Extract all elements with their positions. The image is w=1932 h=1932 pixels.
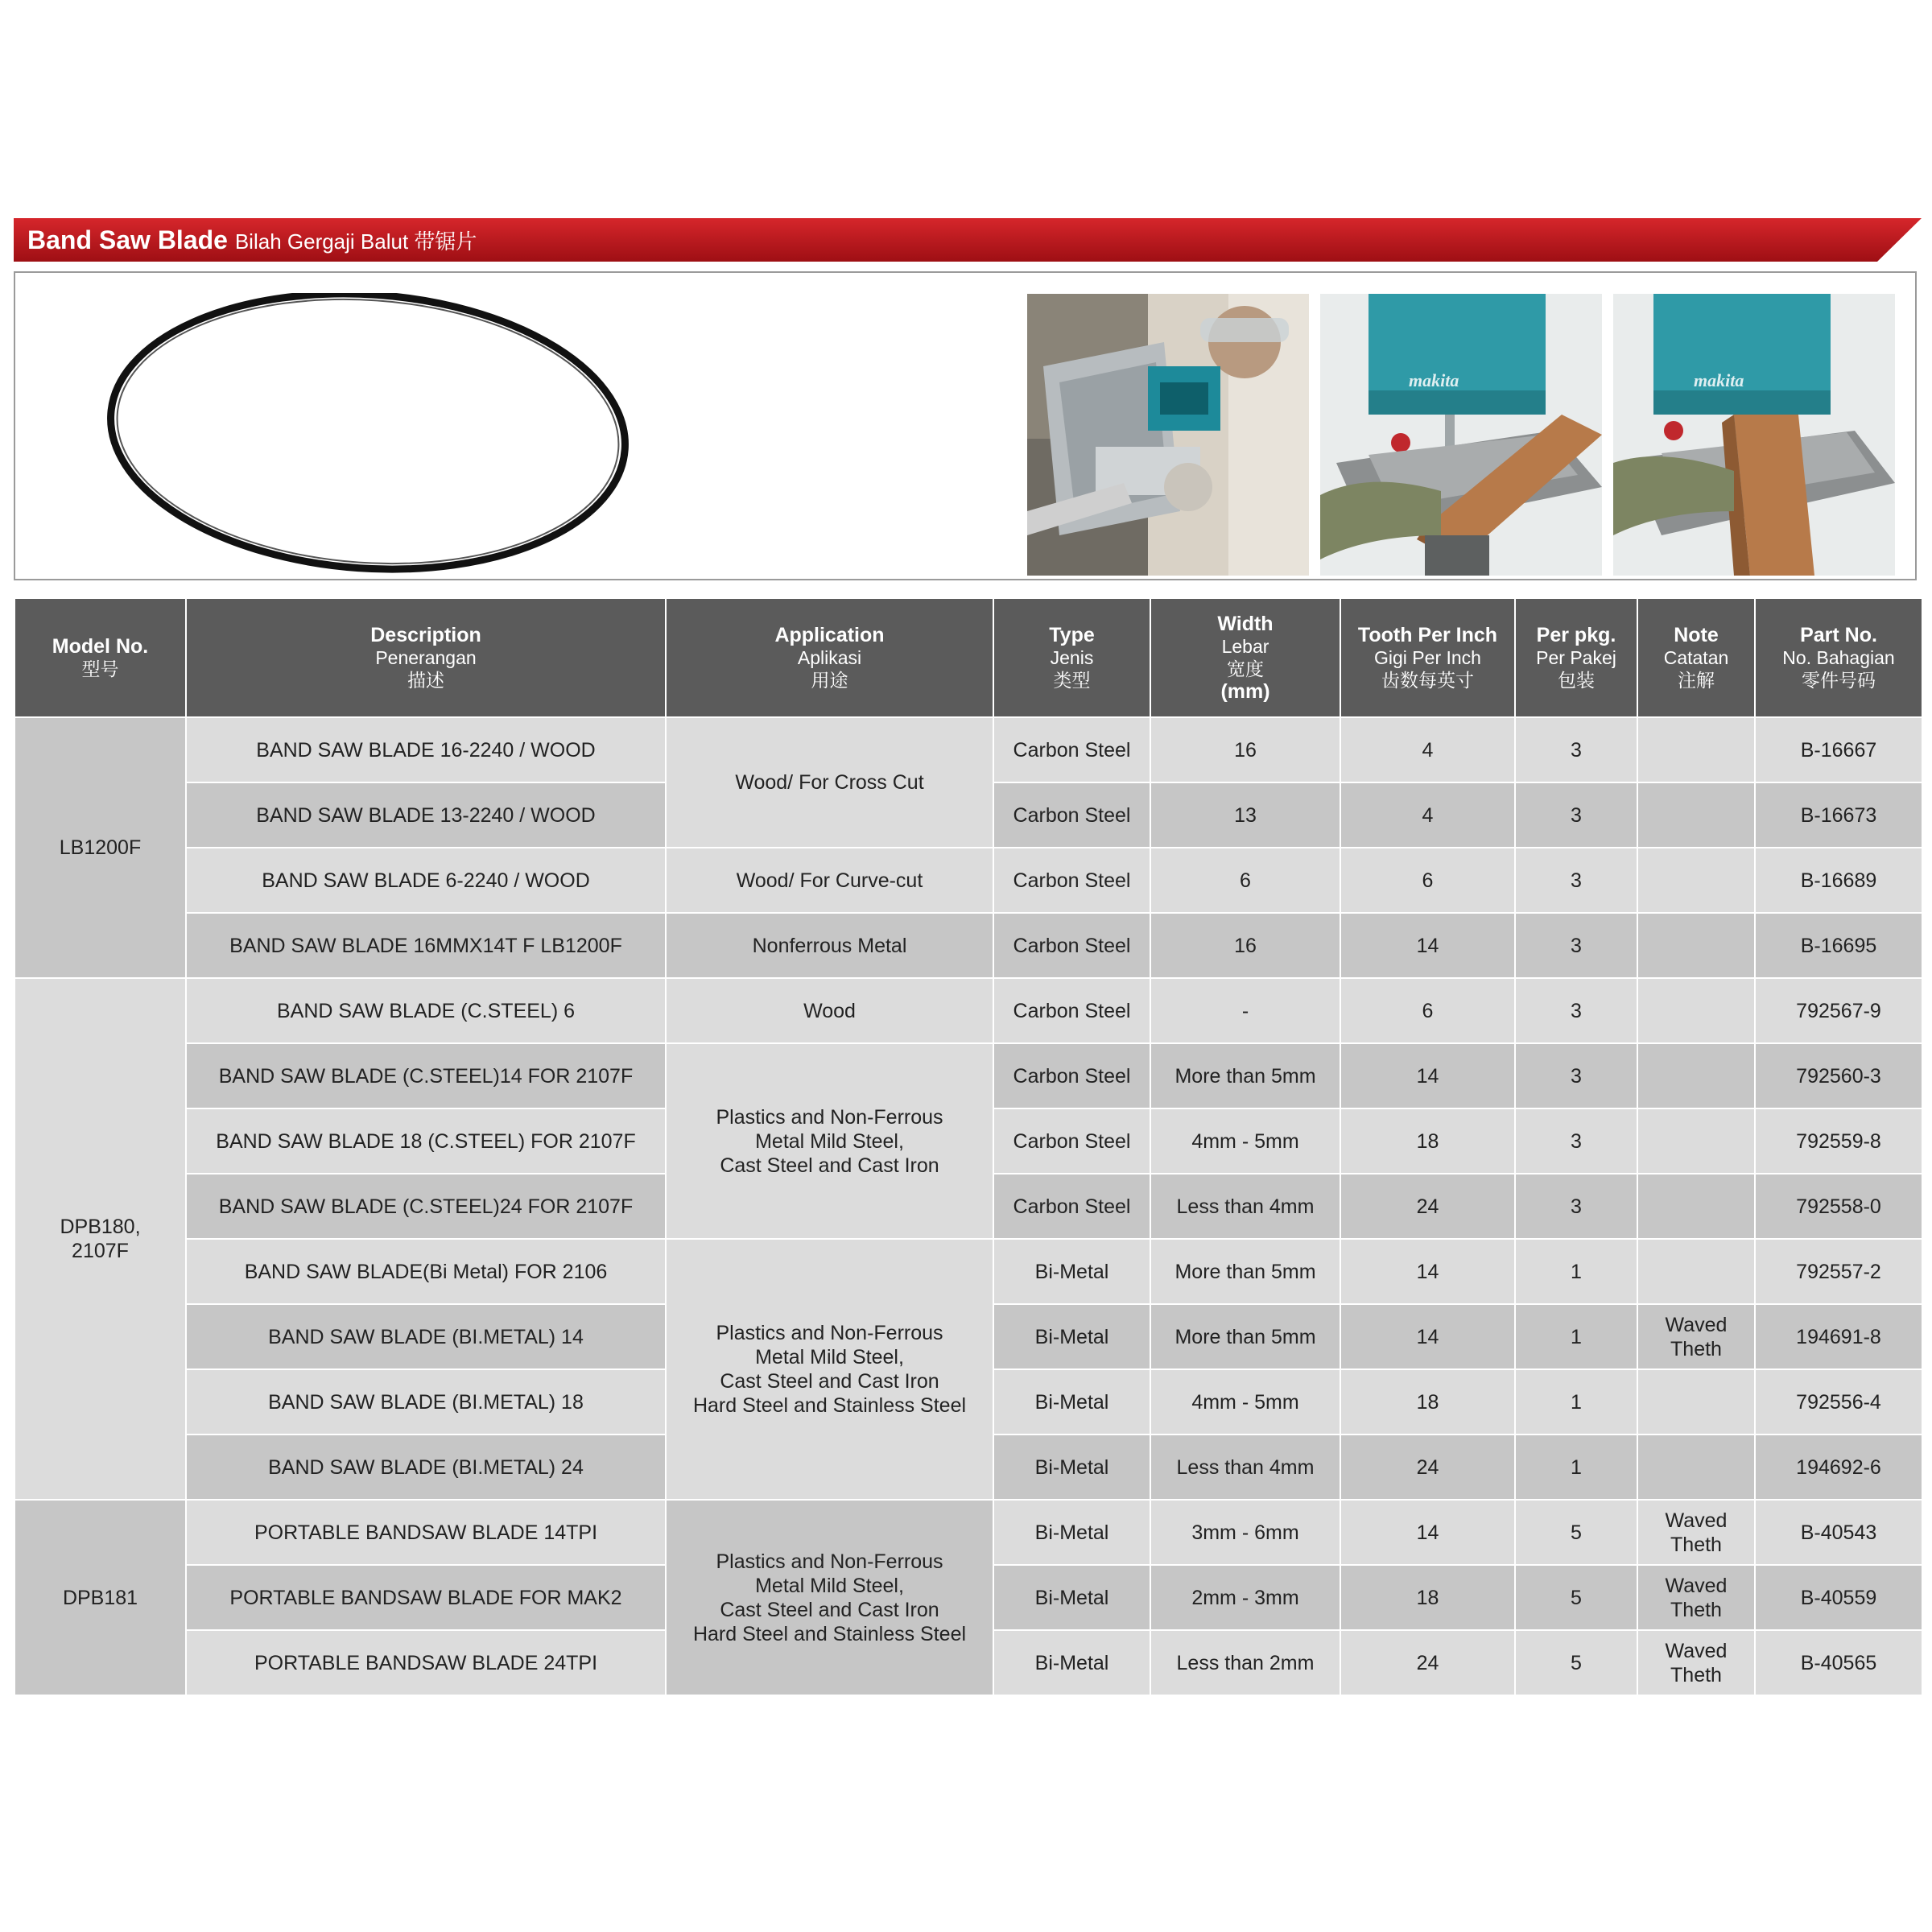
band-saw-blade-spec-table	[14, 597, 1923, 1696]
application-cell: Plastics and Non-Ferrous Metal Mild Steel, Cast Steel and Cast Iron Hard Steel and Stainless Steel	[666, 1239, 993, 1500]
pkg-cell: 3	[1515, 717, 1637, 782]
type-cell: Carbon Steel	[993, 1174, 1150, 1239]
tpi-cell: 24	[1340, 1435, 1515, 1500]
note-cell	[1637, 782, 1755, 848]
blade-ring-icon	[104, 293, 635, 583]
header-application: Application Aplikasi 用途	[666, 598, 993, 717]
note-cell	[1637, 1435, 1755, 1500]
part-no-cell: B-40565	[1755, 1630, 1922, 1695]
tpi-cell: 6	[1340, 978, 1515, 1043]
note-cell	[1637, 913, 1755, 978]
header-width: Width Lebar 宽度 (mm)	[1150, 598, 1340, 717]
model-cell: DPB181	[14, 1500, 186, 1695]
type-cell: Carbon Steel	[993, 978, 1150, 1043]
header-note: Note Catatan 注解	[1637, 598, 1755, 717]
pkg-cell: 3	[1515, 1174, 1637, 1239]
type-cell: Carbon Steel	[993, 1043, 1150, 1108]
pkg-cell: 3	[1515, 913, 1637, 978]
note-cell	[1637, 1108, 1755, 1174]
tpi-cell: 4	[1340, 717, 1515, 782]
part-no-cell: B-40559	[1755, 1565, 1922, 1630]
description-cell: BAND SAW BLADE (C.STEEL) 6	[186, 978, 666, 1043]
part-no-cell: 792567-9	[1755, 978, 1922, 1043]
note-cell: Waved Theth	[1637, 1565, 1755, 1630]
application-cell: Wood	[666, 978, 993, 1043]
tpi-cell: 18	[1340, 1108, 1515, 1174]
tpi-cell: 14	[1340, 1500, 1515, 1565]
part-no-cell: 194691-8	[1755, 1304, 1922, 1369]
pkg-cell: 3	[1515, 782, 1637, 848]
application-cell: Plastics and Non-Ferrous Metal Mild Steel, Cast Steel and Cast Iron Hard Steel and Stainless Steel	[666, 1500, 993, 1695]
note-cell	[1637, 978, 1755, 1043]
description-cell: PORTABLE BANDSAW BLADE 14TPI	[186, 1500, 666, 1565]
description-cell: BAND SAW BLADE (BI.METAL) 24	[186, 1435, 666, 1500]
width-cell: Less than 4mm	[1150, 1174, 1340, 1239]
note-cell: Waved Theth	[1637, 1500, 1755, 1565]
type-cell: Bi-Metal	[993, 1435, 1150, 1500]
pkg-cell: 3	[1515, 1043, 1637, 1108]
width-cell: 6	[1150, 848, 1340, 913]
pkg-cell: 3	[1515, 848, 1637, 913]
note-cell	[1637, 1239, 1755, 1304]
description-cell: BAND SAW BLADE (C.STEEL)24 FOR 2107F	[186, 1174, 666, 1239]
description-cell: BAND SAW BLADE(Bi Metal) FOR 2106	[186, 1239, 666, 1304]
table-row	[14, 978, 1922, 1043]
tpi-cell: 14	[1340, 1043, 1515, 1108]
table-header-row	[14, 598, 1922, 717]
note-cell: Waved Theth	[1637, 1304, 1755, 1369]
part-no-cell: B-40543	[1755, 1500, 1922, 1565]
pkg-cell: 5	[1515, 1500, 1637, 1565]
tpi-cell: 14	[1340, 1239, 1515, 1304]
tpi-cell: 24	[1340, 1174, 1515, 1239]
description-cell: BAND SAW BLADE 13-2240 / WOOD	[186, 782, 666, 848]
pkg-cell: 1	[1515, 1435, 1637, 1500]
width-cell: 2mm - 3mm	[1150, 1565, 1340, 1630]
type-cell: Bi-Metal	[993, 1500, 1150, 1565]
type-cell: Bi-Metal	[993, 1239, 1150, 1304]
part-no-cell: B-16673	[1755, 782, 1922, 848]
product-image-panel	[14, 271, 1917, 580]
application-cell: Wood/ For Curve-cut	[666, 848, 993, 913]
tpi-cell: 24	[1340, 1630, 1515, 1695]
makita-logo: makita	[1694, 370, 1744, 390]
note-cell	[1637, 1174, 1755, 1239]
pkg-cell: 3	[1515, 978, 1637, 1043]
banner-title-group	[27, 224, 477, 258]
makita-bandsaw-cross-cut-photo	[1320, 294, 1602, 576]
tpi-cell: 18	[1340, 1369, 1515, 1435]
pkg-cell: 1	[1515, 1304, 1637, 1369]
model-cell: LB1200F	[14, 717, 186, 978]
table-row	[14, 913, 1922, 978]
header-model-no: Model No. 型号	[14, 598, 186, 717]
tpi-cell: 6	[1340, 848, 1515, 913]
description-cell: BAND SAW BLADE 6-2240 / WOOD	[186, 848, 666, 913]
part-no-cell: B-16667	[1755, 717, 1922, 782]
header-type: Type Jenis 类型	[993, 598, 1150, 717]
header-part-no: Part No. No. Bahagian 零件号码	[1755, 598, 1922, 717]
pkg-cell: 5	[1515, 1565, 1637, 1630]
header-description: Description Penerangan 描述	[186, 598, 666, 717]
portable-bandsaw-in-use-photo	[1027, 294, 1309, 576]
width-cell: 4mm - 5mm	[1150, 1369, 1340, 1435]
makita-logo: makita	[1409, 370, 1459, 390]
part-no-cell: B-16689	[1755, 848, 1922, 913]
type-cell: Carbon Steel	[993, 782, 1150, 848]
application-cell: Wood/ For Cross Cut	[666, 717, 993, 848]
header-per-pkg: Per pkg. Per Pakej 包装	[1515, 598, 1637, 717]
note-cell	[1637, 1043, 1755, 1108]
width-cell: Less than 2mm	[1150, 1630, 1340, 1695]
application-cell: Plastics and Non-Ferrous Metal Mild Steel, Cast Steel and Cast Iron	[666, 1043, 993, 1239]
note-cell	[1637, 1369, 1755, 1435]
table-row	[14, 1239, 1922, 1304]
type-cell: Carbon Steel	[993, 848, 1150, 913]
width-cell: More than 5mm	[1150, 1239, 1340, 1304]
part-no-cell: B-16695	[1755, 913, 1922, 978]
description-cell: BAND SAW BLADE 16MMX14T F LB1200F	[186, 913, 666, 978]
pkg-cell: 3	[1515, 1108, 1637, 1174]
part-no-cell: 792560-3	[1755, 1043, 1922, 1108]
table-row	[14, 1500, 1922, 1565]
header-tooth-per-inch: Tooth Per Inch Gigi Per Inch 齿数每英寸	[1340, 598, 1515, 717]
type-cell: Bi-Metal	[993, 1304, 1150, 1369]
type-cell: Carbon Steel	[993, 1108, 1150, 1174]
part-no-cell: 792558-0	[1755, 1174, 1922, 1239]
description-cell: BAND SAW BLADE (BI.METAL) 18	[186, 1369, 666, 1435]
part-no-cell: 792559-8	[1755, 1108, 1922, 1174]
type-cell: Carbon Steel	[993, 913, 1150, 978]
table-row	[14, 1043, 1922, 1108]
width-cell: 3mm - 6mm	[1150, 1500, 1340, 1565]
width-cell: 16	[1150, 717, 1340, 782]
pkg-cell: 5	[1515, 1630, 1637, 1695]
application-cell: Nonferrous Metal	[666, 913, 993, 978]
type-cell: Bi-Metal	[993, 1630, 1150, 1695]
model-cell: DPB180, 2107F	[14, 978, 186, 1500]
part-no-cell: 792556-4	[1755, 1369, 1922, 1435]
note-cell	[1637, 848, 1755, 913]
description-cell: BAND SAW BLADE (BI.METAL) 14	[186, 1304, 666, 1369]
part-no-cell: 194692-6	[1755, 1435, 1922, 1500]
type-cell: Bi-Metal	[993, 1565, 1150, 1630]
pkg-cell: 1	[1515, 1369, 1637, 1435]
description-cell: BAND SAW BLADE (C.STEEL)14 FOR 2107F	[186, 1043, 666, 1108]
note-cell: Waved Theth	[1637, 1630, 1755, 1695]
description-cell: PORTABLE BANDSAW BLADE FOR MAK2	[186, 1565, 666, 1630]
width-cell: -	[1150, 978, 1340, 1043]
description-cell: BAND SAW BLADE 18 (C.STEEL) FOR 2107F	[186, 1108, 666, 1174]
banner-title: Band Saw Blade	[27, 225, 228, 254]
banner-subtitle: Bilah Gergaji Balut 带锯片	[234, 229, 477, 254]
section-banner	[14, 218, 1922, 262]
width-cell: 4mm - 5mm	[1150, 1108, 1340, 1174]
description-cell: PORTABLE BANDSAW BLADE 24TPI	[186, 1630, 666, 1695]
note-cell	[1637, 717, 1755, 782]
type-cell: Carbon Steel	[993, 717, 1150, 782]
width-cell: More than 5mm	[1150, 1043, 1340, 1108]
type-cell: Bi-Metal	[993, 1369, 1150, 1435]
tpi-cell: 18	[1340, 1565, 1515, 1630]
width-cell: Less than 4mm	[1150, 1435, 1340, 1500]
description-cell: BAND SAW BLADE 16-2240 / WOOD	[186, 717, 666, 782]
width-cell: 16	[1150, 913, 1340, 978]
pkg-cell: 1	[1515, 1239, 1637, 1304]
width-cell: 13	[1150, 782, 1340, 848]
makita-bandsaw-curve-cut-photo	[1613, 294, 1895, 576]
tpi-cell: 14	[1340, 913, 1515, 978]
width-cell: More than 5mm	[1150, 1304, 1340, 1369]
part-no-cell: 792557-2	[1755, 1239, 1922, 1304]
tpi-cell: 14	[1340, 1304, 1515, 1369]
table-row	[14, 717, 1922, 782]
tpi-cell: 4	[1340, 782, 1515, 848]
table-row	[14, 848, 1922, 913]
